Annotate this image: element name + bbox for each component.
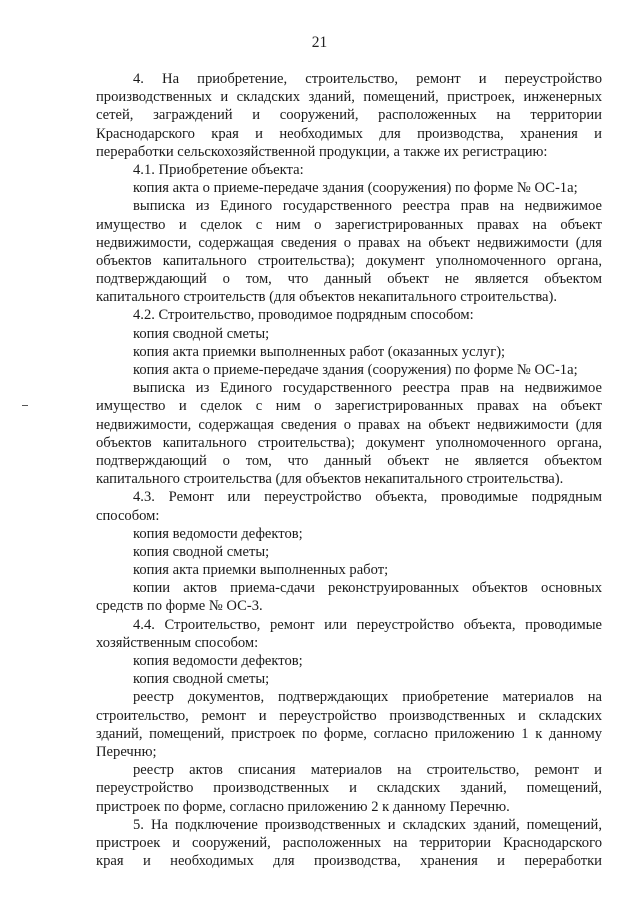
text-line: Перечню; [96,743,157,760]
text-line: имущество и сделок с ним о зарегистрированных правах на объект [96,216,602,233]
text-line: копия акта приемки выполненных работ; [133,562,389,579]
text-line: копии актов приема-сдачи реконструированных объектов основных [133,580,602,597]
text-line: недвижимости, содержащая сведения о правах на объект недвижимости (для [96,416,602,433]
text-line: переустройство производственных и складских зданий, помещений, [96,780,602,797]
text-line: переработки сельскохозяйственной продукции, а также их регистрацию: [96,143,548,160]
text-line: 4.2. Строительство, проводимое подрядным способом: [133,307,474,324]
text-line: копия сводной сметы; [133,325,270,342]
text-line: 4. На приобретение, строительство, ремонт и переустройство [133,71,602,87]
text-line: недвижимости, содержащая сведения о правах на объект недвижимости (для [96,234,602,251]
text-line: строительство, ремонт и переустройство производственных и складских [96,707,602,724]
text-line: копия акта о приеме-передаче здания (сооружения) по форме № ОС-1а; [133,362,578,378]
text-line: объектов капитального строительства); документ уполномоченного органа, [96,434,602,451]
text-line: капитального строительства (для объектов некапитального строительства). [96,471,564,488]
text-line: копия ведомости дефектов; [133,525,303,542]
text-line: края и необходимых для производства, хранения и переработки [96,853,602,870]
text-line: реестр документов, подтверждающих приобретение материалов на [133,689,602,706]
text-line: имущество и сделок с ним о зарегистрированных правах на объект [96,398,602,415]
text-line: производственных и складских зданий, помещений, пристроек, инженерных [96,89,602,106]
text-line: сетей, заграждений и сооружений, расположенных на территории [96,107,602,124]
text-line: копия сводной сметы; [133,671,270,688]
text-line: хозяйственным способом: [96,634,259,651]
margin-mark [22,405,28,406]
text-line: выписка из Единого государственного реестра прав на недвижимое [133,198,602,215]
text-line: пристроек по форме, согласно приложению 2 к данному Перечню. [96,798,510,815]
text-line: подтверждающий о том, что данный объект не является объектом [96,271,602,288]
text-line: выписка из Единого государственного реестра прав на недвижимое [133,380,602,397]
text-line: копия акта о приеме-передаче здания (сооружения) по форме № ОС-1а; [133,180,578,197]
text-line: реестр актов списания материалов на строительство, ремонт и [133,762,602,779]
text-line: способом: [96,507,160,524]
text-line: копия сводной сметы; [133,543,270,560]
text-line: подтверждающий о том, что данный объект не является объектом [96,452,602,469]
text-line: 4.3. Ремонт или переустройство объекта, проводимые подрядным [133,489,602,506]
text-line: объектов капитального строительства); документ уполномоченного органа, [96,252,602,269]
text-line: 5. На подключение производственных и складских зданий, помещений, [133,816,602,833]
text-line: пристроек и сооружений, расположенных на территории Краснодарского [96,834,602,851]
page-number: 21 [311,34,328,51]
text-line: Краснодарского края и необходимых для производства, хранения и [96,125,602,142]
text-line: средств по форме № ОС-3. [96,598,263,615]
document-body [96,70,602,870]
text-line: копия ведомости дефектов; [133,653,303,669]
text-line: капитального строительств (для объектов некапитального строительства). [96,289,558,306]
text-line: зданий, помещений, пристроек по форме, согласно приложению 1 к данному [96,725,602,742]
text-line: 4.4. Строительство, ремонт или переустройство объекта, проводимые [133,616,602,633]
text-line: копия акта приемки выполненных работ (оказанных услуг); [133,343,506,360]
text-line: 4.1. Приобретение объекта: [133,161,304,178]
